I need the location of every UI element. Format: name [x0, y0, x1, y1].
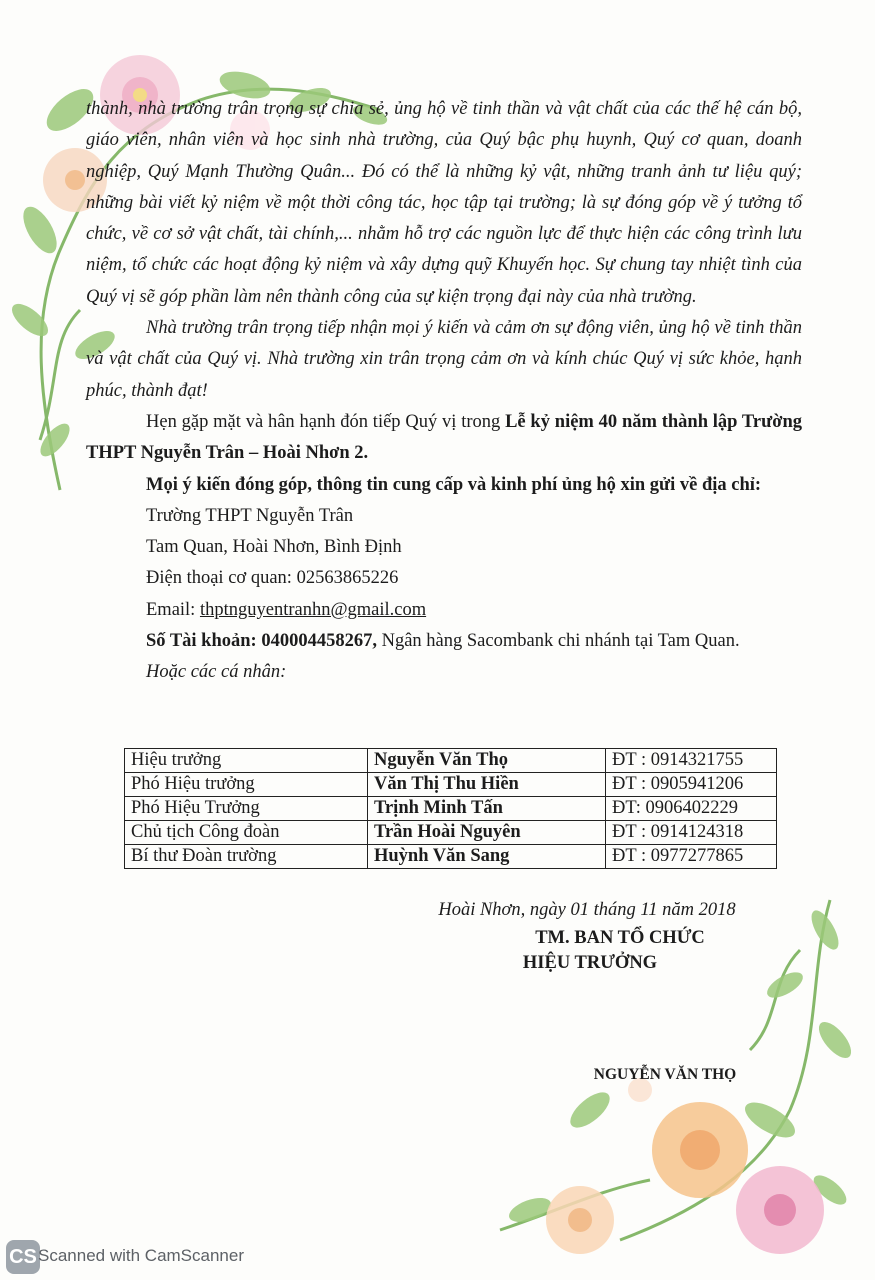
or-individuals: Hoặc các cá nhân:: [146, 662, 287, 683]
table-row: [125, 845, 777, 869]
account-bank: Ngân hàng Sacombank chi nhánh tại Tam Quan.: [381, 631, 740, 652]
contact-role: Chủ tịch Công đoàn: [125, 821, 368, 845]
address-phone: [86, 563, 802, 594]
table-row: [125, 773, 777, 797]
camscanner-watermark: Scanned with CamScanner: [38, 1246, 245, 1265]
contact-name: Trần Hoài Nguyên: [368, 821, 606, 845]
contact-phone: ĐT: 0906402229: [606, 797, 777, 821]
email-link[interactable]: thptnguyentranhn@gmail.com: [199, 599, 427, 620]
signature-org: TM. BAN TỔ CHỨC: [535, 928, 705, 948]
paragraph-send-to: Mọi ý kiến đóng góp, thông tin cung cấp và kinh phí ủng hộ xin gửi về địa chỉ:: [146, 474, 762, 495]
address-school: Trường THPT Nguyễn Trân: [146, 505, 354, 526]
contact-name: Trịnh Minh Tấn: [368, 797, 606, 821]
account-number: 040004458267,: [261, 631, 377, 652]
contact-phone: ĐT : 0914124318: [606, 821, 777, 845]
phone-label: Điện thoại cơ quan:: [146, 568, 292, 589]
address-email: [86, 595, 802, 626]
contact-name: Văn Thị Thu Hiền: [368, 773, 606, 797]
contact-phone: ĐT : 0914321755: [606, 749, 777, 773]
signature-date: Hoài Nhơn, ngày 01 tháng 11 năm 2018: [438, 900, 736, 920]
contact-role: Phó Hiệu trưởng: [125, 773, 368, 797]
camscanner-logo-icon: CS: [6, 1240, 40, 1274]
email-label: Email:: [146, 599, 196, 620]
signature-title: HIỆU TRƯỞNG: [522, 953, 658, 973]
table-row: [125, 797, 777, 821]
invitation-lead: Hẹn gặp mặt và hân hạnh đón tiếp Quý vị trong: [146, 411, 501, 432]
contact-role: Hiệu trưởng: [125, 749, 368, 773]
paragraph-thanks: Nhà trường trân trọng tiếp nhận mọi ý kiến và cảm ơn sự động viên, ủng hộ về tinh thần và vật chất của Quý vị. Nhà trường xin trân trọng cảm ơn và kính chúc Quý vị sức khỏe, hạnh phúc, thành đạt!: [86, 318, 802, 401]
table-row: [125, 749, 777, 773]
paragraph-contributions: thành, nhà trường trân trọng sự chia sẻ, ủng hộ về tinh thần và vật chất của các thế hệ cán bộ, giáo viên, nhân viên và học sinh nhà trường, của Quý bậc phụ huynh, Quý cơ quan, doanh nghiệp, Quý Mạnh Thường Quân... Đó có thể là những kỷ vật, những tranh ảnh tư liệu quý; những bài viết kỷ niệm về một thời công tác, học tập tại trường; là sự đóng góp về ý tưởng tổ chức, về cơ sở vật chất, tài chính,... nhằm hỗ trợ các nguồn lực để thực hiện các công trình lưu niệm, tổ chức các hoạt động kỷ niệm và xây dựng quỹ Khuyến học. Sự chung tay nhiệt tình của Quý vị sẽ góp phần làm nên thành công của sự kiện trọng đại này của nhà trường.: [86, 99, 802, 307]
contact-role: Bí thư Đoàn trường: [125, 845, 368, 869]
contact-phone: ĐT : 0977277865: [606, 845, 777, 869]
invitation-event: Lễ kỷ niệm 40 năm thành lập Trường THPT Nguyễn Trân – Hoài Nhơn 2.: [86, 411, 802, 464]
table-row: [125, 821, 777, 845]
phone-value: 02563865226: [296, 568, 399, 589]
contacts-table: [124, 748, 777, 869]
address-location: Tam Quan, Hoài Nhơn, Bình Định: [146, 537, 402, 558]
contact-name: Nguyễn Văn Thọ: [368, 749, 606, 773]
contact-phone: ĐT : 0905941206: [606, 773, 777, 797]
signer-name: NGUYỄN VĂN THỌ: [593, 1066, 737, 1083]
contact-name: Huỳnh Văn Sang: [368, 845, 606, 869]
account-label: Số Tài khoản:: [146, 631, 257, 652]
paragraph-invitation: [86, 407, 802, 470]
letter-body: [86, 94, 802, 689]
bank-account-line: [86, 626, 802, 657]
contact-role: Phó Hiệu Trưởng: [125, 797, 368, 821]
